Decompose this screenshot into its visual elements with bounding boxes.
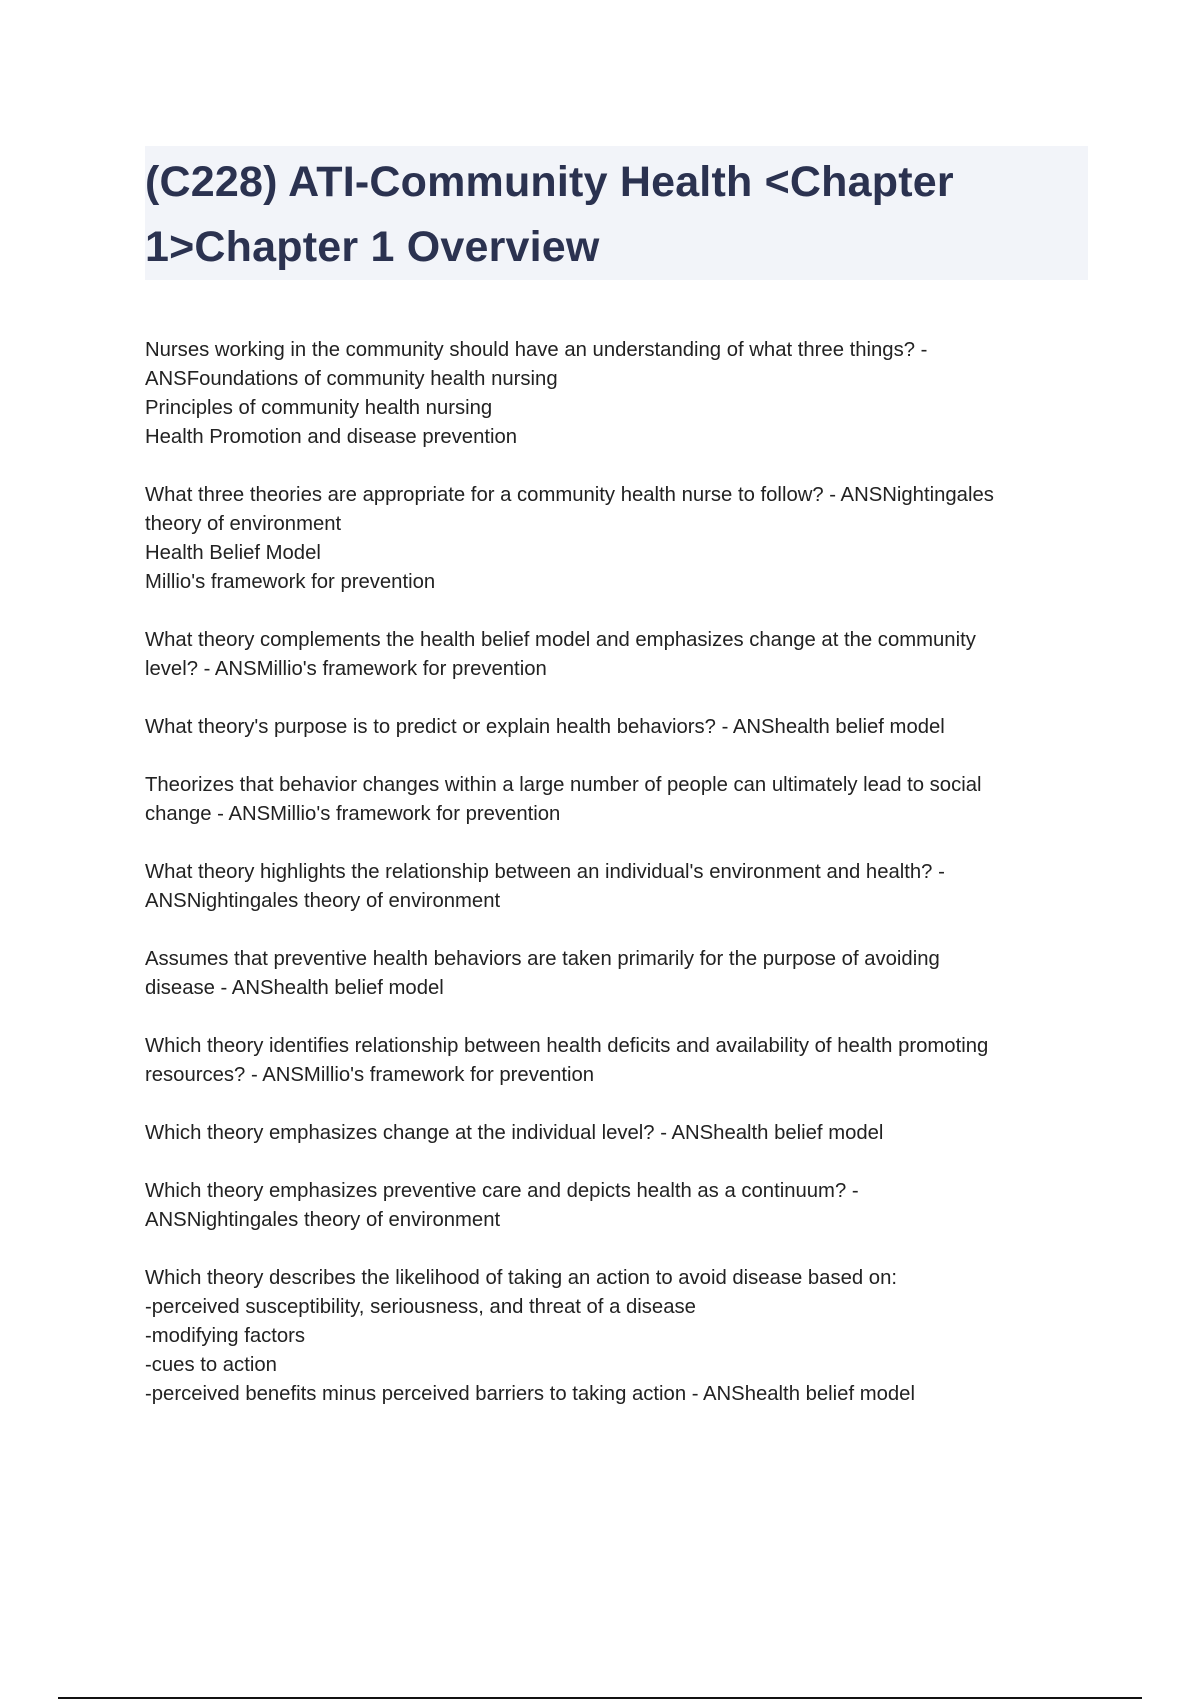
qa-item: What theory highlights the relationship between an individual's environment and health? - ANSNightingales theory of environment xyxy=(145,861,945,912)
qa-item: Assumes that preventive health behaviors are taken primarily for the purpose of avoiding disease - ANShealth belief model xyxy=(145,948,940,999)
qa-item: What theory complements the health belief model and emphasizes change at the community level? - ANSMillio's framework for prevention xyxy=(145,629,976,680)
document-title xyxy=(145,150,1088,280)
qa-item: Which theory describes the likelihood of taking an action to avoid disease based on: -perceived susceptibility, seriousness, and threat of a disease -modifying factors -cues to action -perceived benefits minus perceived barriers to taking action - ANShealth belief model xyxy=(145,1267,915,1405)
qa-item: Which theory emphasizes change at the individual level? - ANShealth belief model xyxy=(145,1122,884,1144)
footer-divider xyxy=(58,1697,1142,1699)
title-line-1: (C228) ATI-Community Health <Chapter xyxy=(145,158,954,206)
qa-item: What three theories are appropriate for a community health nurse to follow? - ANSNightingales theory of environment Health Belief Model Millio's framework for prevention xyxy=(145,484,994,593)
qa-item: Nurses working in the community should have an understanding of what three things? - ANSFoundations of community health nursing Principles of community health nursing Health Promotion and disease prevention xyxy=(145,339,928,448)
title-block xyxy=(145,146,1088,280)
qa-item: Theorizes that behavior changes within a large number of people can ultimately lead to social change - ANSMillio's framework for prevention xyxy=(145,774,982,825)
qa-item: What theory's purpose is to predict or explain health behaviors? - ANShealth belief model xyxy=(145,716,945,738)
title-line-2: 1>Chapter 1 Overview xyxy=(145,223,600,271)
qa-list xyxy=(145,336,1095,1438)
qa-item: Which theory identifies relationship between health deficits and availability of health promoting resources? - ANSMillio's framework for prevention xyxy=(145,1035,989,1086)
qa-item: Which theory emphasizes preventive care and depicts health as a continuum? - ANSNightingales theory of environment xyxy=(145,1180,859,1231)
